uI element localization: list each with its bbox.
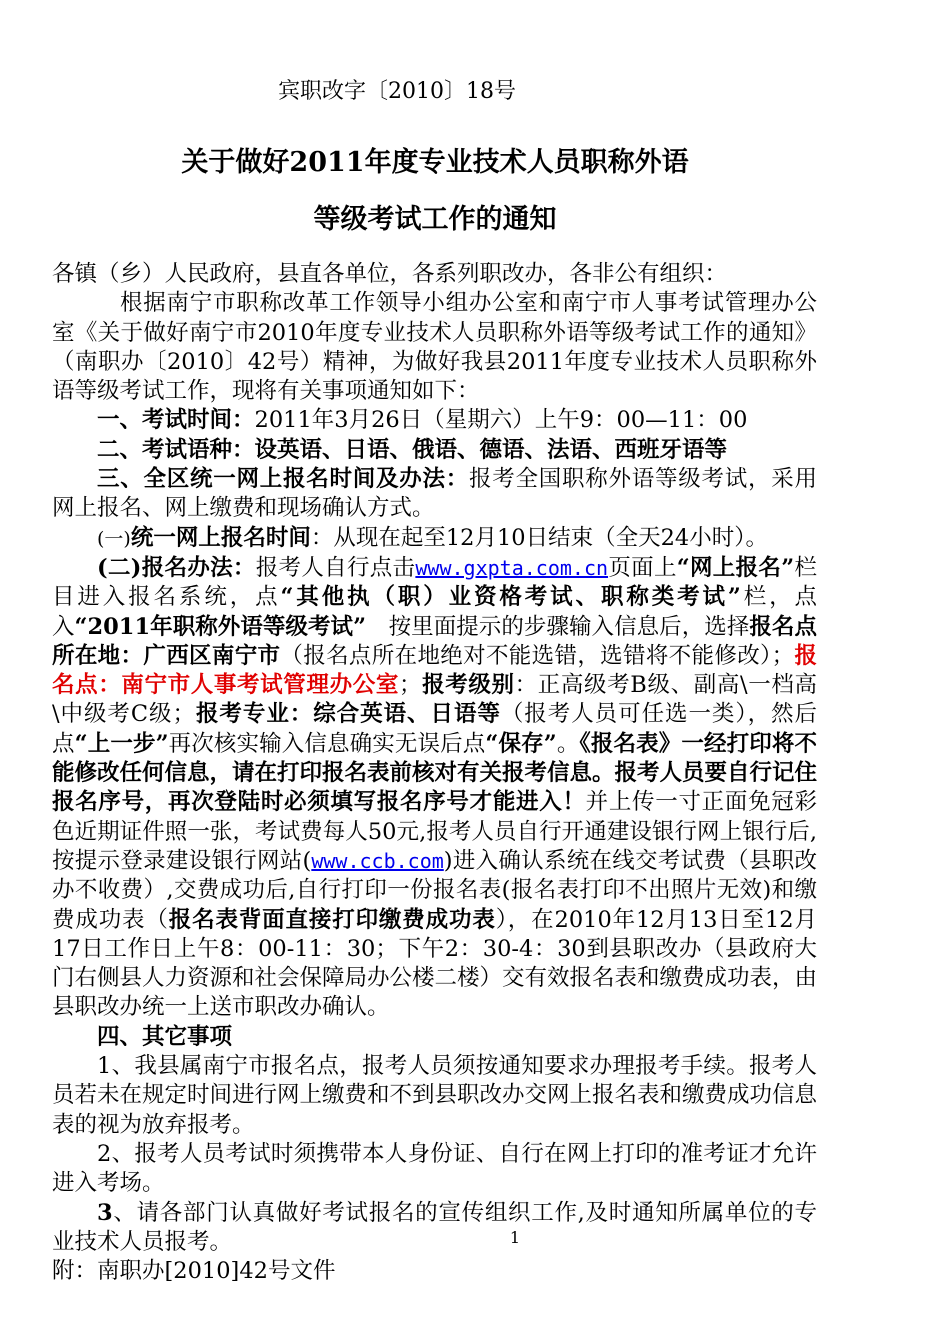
section-4-heading: 四、其它事项 [97, 1023, 233, 1050]
item-4-3-number: 3 [97, 1199, 113, 1226]
text-run: ），在2010年12月13日至12月17日工作日上午8：00-11：30；下午2：30-4：30到县职改办（县政府大门右侧县人力资源和社会保障局办公楼二楼）交有效报名表和缴费成功表，由县职改办统一上送市职改办确认。 [52, 906, 818, 1021]
bold-run: “其他执（职）业资格考试、职称类考试” [280, 584, 741, 611]
gxpta-link[interactable]: www.gxpta.com.cn [415, 555, 609, 580]
highlight-red-run: 报名点：南宁市人事考试管理办公室 [52, 642, 817, 699]
section-1 [52, 406, 817, 435]
text-run: 报考人自行点击 [255, 554, 416, 581]
attachment-line: 附：南职办[2010]42号文件 [52, 1258, 336, 1285]
section-1-text: 2011年3月26日（星期六）上午9：00—11：00 [254, 407, 748, 434]
bold-run: 报考专业：综合英语、日语等 [195, 701, 501, 728]
bold-run: “上一步” [74, 730, 169, 757]
document-body [52, 260, 817, 1286]
intro-paragraph: 根据南宁市职称改革工作领导小组办公室和南宁市人事考试管理办公室《关于做好南宁市2010年度专业技术人员职称外语等级考试工作的通知》（南职办〔2010〕42号）精神，为做好我县2011年度专业技术人员职称外语等级考试工作，现将有关事项通知如下： [52, 290, 817, 405]
text-run: 页面上 [608, 554, 677, 581]
bold-run: “网上报名” [676, 554, 795, 581]
ccb-link[interactable]: www.ccb.com [311, 848, 444, 873]
section-3 [52, 465, 817, 524]
section-3-1-text: ：从现在起至12月10日结束（全天24小时）。 [310, 524, 768, 551]
salutation: 各镇（乡）人民政府，县直各单位，各系列职改办，各非公有组织： [52, 261, 728, 287]
bold-run: 报名点所在地：广西区南宁市 [52, 613, 817, 669]
section-3-1-number: (一) [97, 527, 131, 550]
text-run: )进入确认系统在线交考试费（县职改办不收费）,交费成功后,自行打印一份报名表(报名表打印不出照片无效)和缴费成功表（ [52, 847, 817, 933]
text-run: （报名点所在地绝对不能选错，选错将不能修改）； [280, 642, 795, 669]
section-3-heading: 三、全区统一网上报名时间及办法： [97, 466, 469, 493]
section-2 [52, 436, 817, 465]
section-3-1-heading: 统一网上报名时间 [130, 524, 311, 551]
bold-run: 报名表背面直接打印缴费成功表 [168, 906, 496, 933]
title-line-2: 等级考试工作的通知 [313, 204, 557, 235]
text-run: 并上传一寸正面免冠彩色近期证件照一张，考试费每人50元,报考人员自行开通建设银行网上银行后,按提示登录建设银行网站( [52, 789, 817, 874]
text-run: 栏目进入报名系统，点 [52, 554, 817, 611]
section-3-2-heading: (二)报名办法： [97, 554, 256, 581]
bold-run: “2011年职称外语等级考试” [74, 613, 367, 640]
text-run: （报考人员可任选一类），然后点 [52, 701, 817, 757]
item-4-3-text: 、请各部门认真做好考试报名的宣传组织工作,及时通知所属单位的专业技术人员报考。 [52, 1199, 817, 1255]
section-2-heading: 二、考试语种：设英语、日语、俄语、德语、法语、西班牙语等 [97, 436, 728, 463]
page-number: 1 [509, 1228, 521, 1247]
text-run: ：正高级考B级、副高\一档高\中级考C级； [52, 672, 817, 728]
section-1-heading: 一、考试时间： [97, 407, 255, 434]
title-line-1: 关于做好2011年度专业技术人员职称外语 [181, 147, 689, 178]
document-number: 宾职改字〔2010〕18号 [278, 79, 516, 104]
section-3-1 [52, 524, 817, 554]
text-run: 。 [556, 730, 580, 757]
text-run: 再次核实输入信息确实无误后点 [168, 730, 486, 757]
item-4-1: 1、我县属南宁市报名点，报考人员须按通知要求办理报考手续。报考人员若未在规定时间进行网上缴费和不到县职改办交网上报名表和缴费成功信息表的视为放弃报考。 [52, 1053, 818, 1138]
bold-run: “保存” [485, 730, 557, 757]
bold-run: 《报名表》一经打印将不能修改任何信息，请在打印报名表前核对有关报考信息。报考人员要自行记住报名序号，再次登陆时必须填写报名序号才能进入！ [52, 730, 818, 816]
section-3-text: 报考全国职称外语等级考试，采用网上报名、网上缴费和现场确认方式。 [52, 466, 817, 522]
text-run: 按里面提示的步骤输入信息后，选择 [366, 613, 750, 640]
section-4 [52, 1023, 817, 1052]
text-run: ； [398, 672, 422, 699]
item-4-2: 2、报考人员考试时须携带本人身份证、自行在网上打印的准考证才允许进入考场。 [52, 1140, 817, 1197]
text-run: 栏，点入 [52, 584, 817, 640]
bold-run: 报考级别 [421, 672, 515, 699]
section-3-2 [52, 554, 817, 1023]
